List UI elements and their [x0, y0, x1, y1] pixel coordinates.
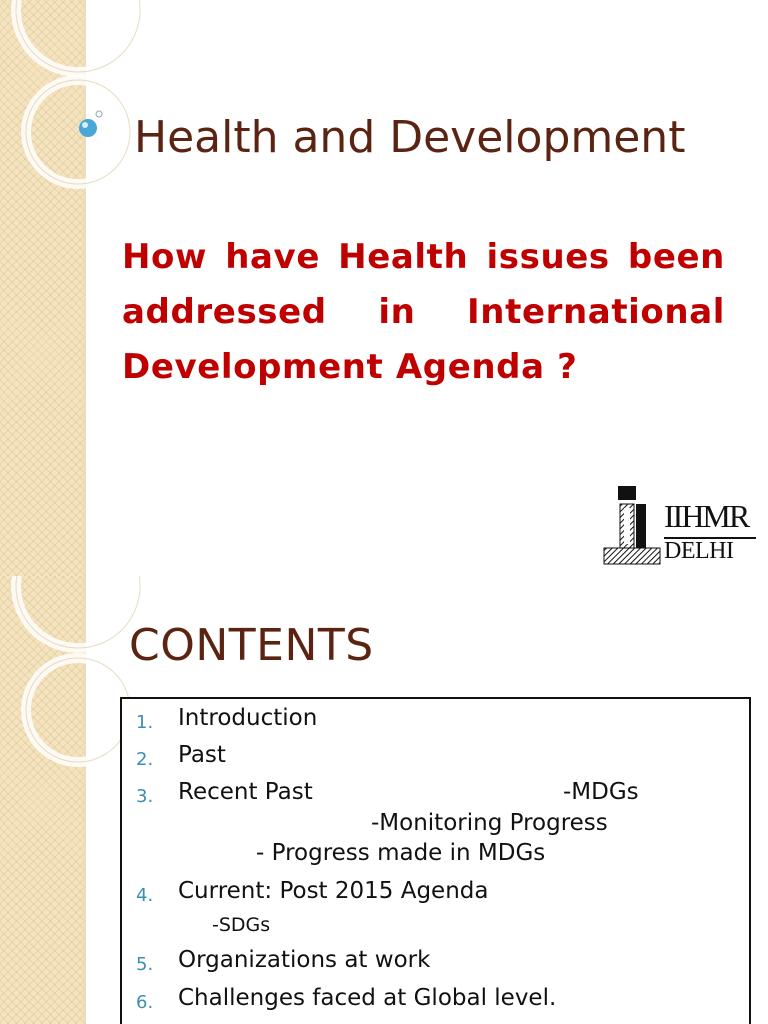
sub-item-sdgs: -SDGs: [212, 914, 271, 936]
list-item: [122, 947, 749, 981]
sub-item-mdgs: -MDGs: [563, 779, 639, 805]
list-text: Current: Post 2015 Agenda: [178, 878, 489, 904]
list-number: 5.: [136, 954, 154, 975]
list-number: 2.: [136, 749, 154, 770]
logo-text-delhi: DELHI: [664, 538, 734, 564]
question-text: How have Health issues been addressed in International Development Agenda ?: [122, 237, 725, 387]
deco-circle-top: [16, 0, 140, 72]
list-number: 3.: [136, 786, 154, 807]
list-text: Recent Past: [178, 779, 313, 805]
list-number: 4.: [136, 885, 154, 906]
list-text: Introduction: [178, 705, 318, 731]
slide-title: Health and Development: [134, 112, 686, 163]
slide-title: CONTENTS: [129, 620, 374, 671]
iihmr-logo: [602, 484, 758, 568]
deco-circle-top: [16, 576, 140, 648]
iihmr-emblem-icon: [602, 484, 662, 568]
contents-list: [120, 697, 751, 1024]
list-number: 6.: [136, 992, 154, 1013]
list-text: Challenges faced at Global level.: [178, 985, 557, 1011]
list-item: [122, 779, 749, 813]
bullet-highlight: [82, 122, 88, 128]
list-item: [122, 985, 749, 1019]
deco-circle-top-outline: [16, 576, 140, 648]
list-text: Organizations at work: [178, 947, 431, 973]
logo-text-iihmr: IIHMR: [664, 498, 749, 534]
small-ring-icon: [96, 111, 102, 117]
list-item: [122, 705, 749, 739]
slide-contents: [0, 576, 768, 1024]
deco-circle-mid: [26, 658, 130, 762]
deco-circle-top-outline: [16, 0, 140, 72]
blue-bullet-icon: [79, 119, 97, 137]
list-number: 1.: [136, 712, 154, 733]
sub-item-progress: - Progress made in MDGs: [256, 840, 546, 866]
list-item: [122, 742, 749, 776]
list-item: [122, 878, 749, 912]
sub-item-monitoring: -Monitoring Progress: [371, 810, 608, 836]
deco-circle-mid: [26, 80, 130, 184]
list-text: Past: [178, 742, 226, 768]
